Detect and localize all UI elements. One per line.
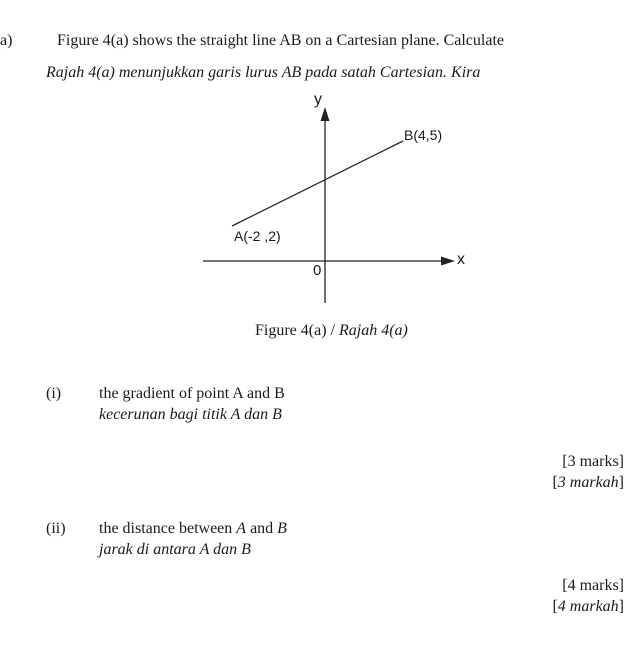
part-ii-text-before: the distance between xyxy=(99,520,237,537)
part-ii-marks-malay-text: 4 markah xyxy=(557,598,619,615)
question-text-english: Figure 4(a) shows the straight line AB on a Cartesian plane. Calculate xyxy=(57,32,504,49)
question-label: a) xyxy=(0,32,13,49)
line-ab xyxy=(232,141,403,226)
x-axis-label: x xyxy=(457,251,465,268)
question-text-malay: Rajah 4(a) menunjukkan garis lurus AB pada satah Cartesian. Kira xyxy=(46,64,481,81)
part-i-label: (i) xyxy=(46,385,62,402)
figure-caption-english: Figure 4(a) / xyxy=(255,322,339,339)
figure-caption xyxy=(255,322,408,340)
part-ii-marks-malay: [4 markah] xyxy=(552,598,624,615)
part-i-marks-english: [3 marks] xyxy=(562,453,624,470)
figure-caption-malay: Rajah 4(a) xyxy=(338,322,408,339)
part-i-marks-malay-text: 3 markah xyxy=(557,474,619,491)
part-i-text-english: the gradient of point A and B xyxy=(99,385,285,402)
part-i-text-malay: kecerunan bagi titik A dan B xyxy=(99,406,282,423)
part-ii-label: (ii) xyxy=(46,520,66,537)
part-ii-point-a: A xyxy=(236,520,247,537)
part-ii-text-mid: and xyxy=(246,520,278,537)
part-ii-text-malay: jarak di antara A dan B xyxy=(99,541,251,558)
y-axis-arrow xyxy=(321,107,330,121)
point-b-label: B(4,5) xyxy=(404,127,443,143)
part-ii-text-english xyxy=(99,520,287,538)
part-ii-point-b: B xyxy=(277,520,287,537)
part-ii-marks-english: [4 marks] xyxy=(562,577,624,594)
x-axis-arrow xyxy=(441,257,455,266)
origin-label: 0 xyxy=(313,262,322,279)
point-a-label: A(-2 ,2) xyxy=(234,228,281,244)
part-i-marks-malay: [3 markah] xyxy=(552,474,624,491)
y-axis-label: y xyxy=(314,91,322,108)
